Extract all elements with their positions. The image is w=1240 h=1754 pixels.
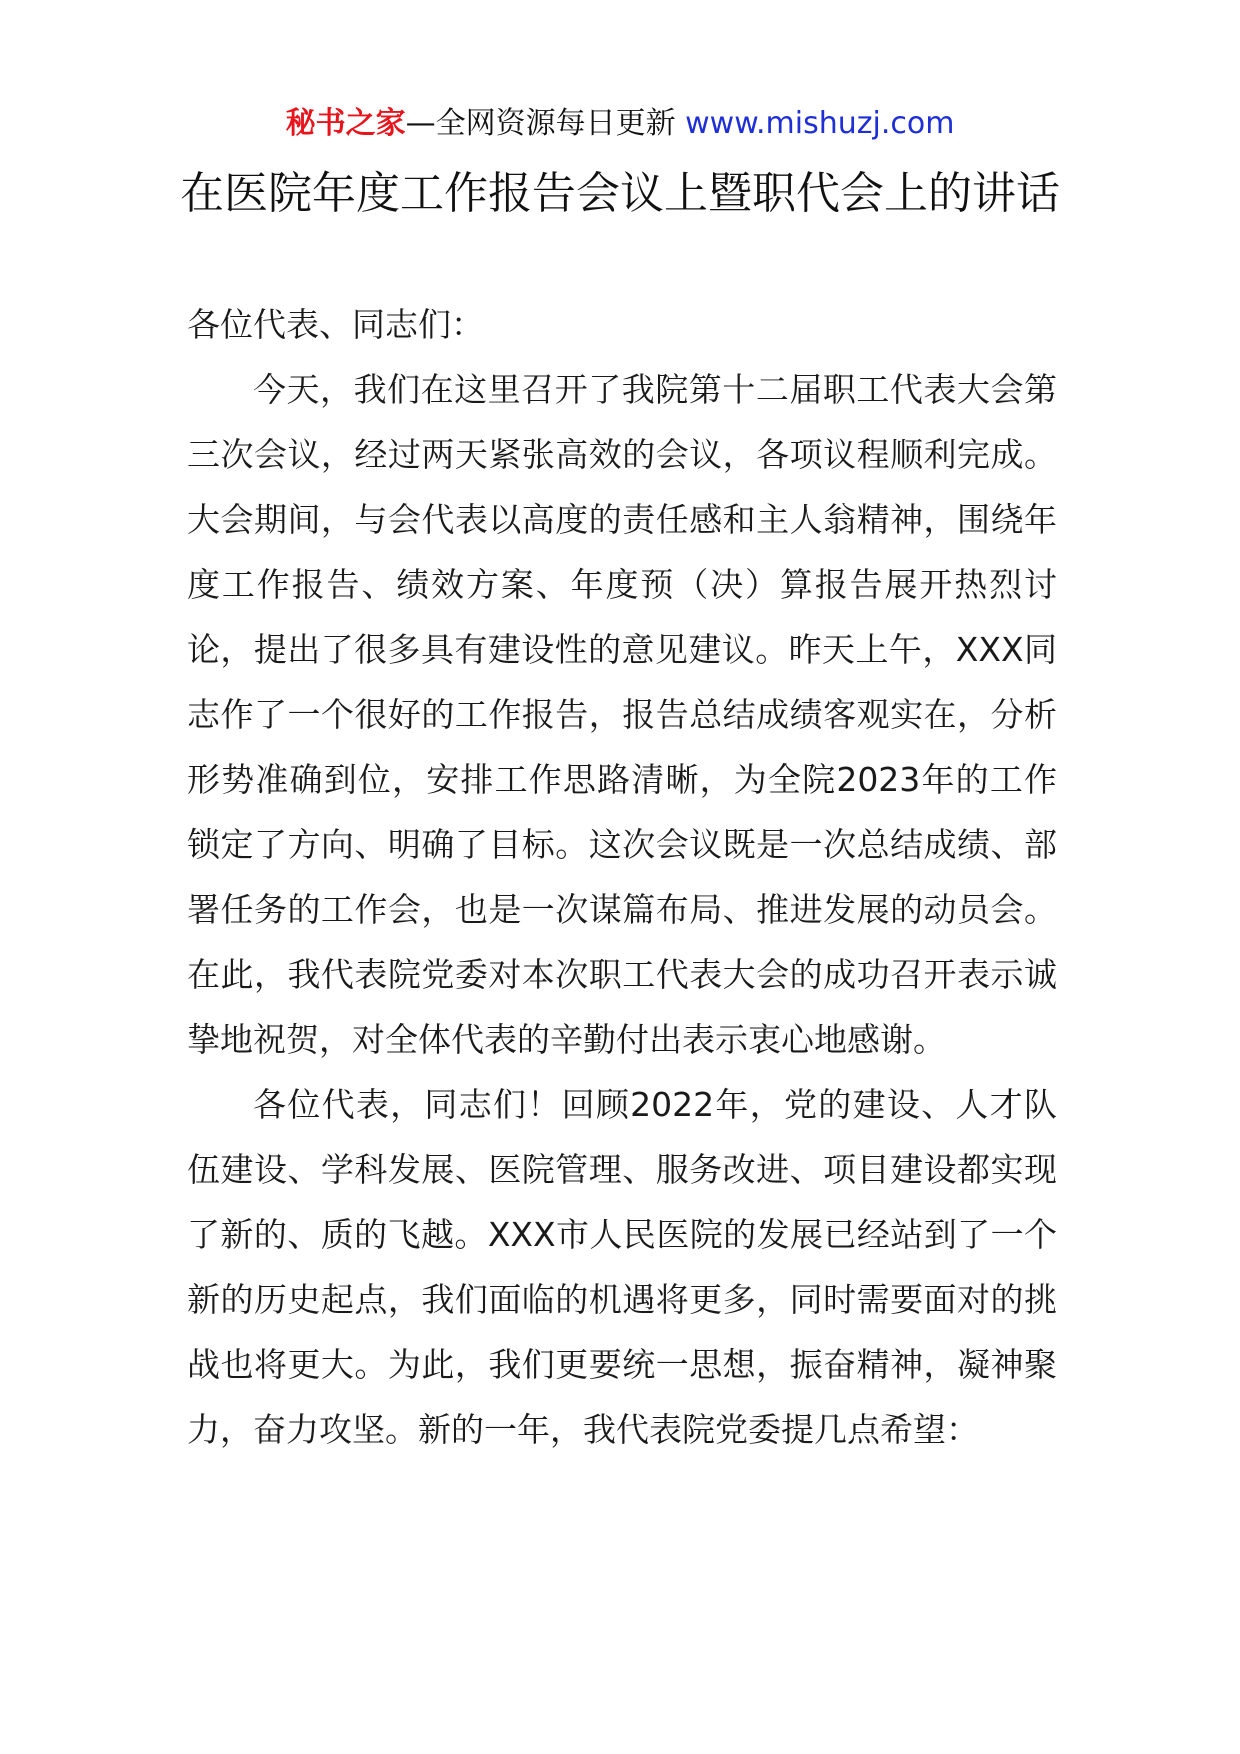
salutation: 各位代表、同志们： bbox=[187, 305, 484, 344]
header-tagline: —全网资源每日更新 bbox=[405, 106, 686, 141]
brand-name: 秘书之家 bbox=[285, 106, 406, 141]
watermark-header bbox=[0, 102, 1240, 146]
paragraph-opening: 今天，我们在这里召开了我院第十二届职工代表大会第三次会议，经过两天紧张高效的会议，各项议程顺利完成。大会期间，与会代表以高度的责任感和主人翁精神，围绕年度工作报告、绩效方案、年度预（决）算报告展开热烈讨论，提出了很多具有建设性的意见建议。昨天上午，XXX同志作了一个很好的工作报告，报告总结成绩客观实在，分析形势准确到位，安排工作思路清晰，为全院2023年的工作锁定了方向、明确了目标。这次会议既是一次总结成绩、部署任务的工作会，也是一次谋篇布局、推进发展的动员会。在此，我代表院党委对本次职工代表大会的成功召开表示诚挚地祝贺，对全体代表的辛勤付出表示衷心地感谢。 bbox=[187, 370, 1057, 1059]
document-title: 在医院年度工作报告会议上暨职代会上的讲话 bbox=[180, 168, 1060, 219]
document-body bbox=[187, 292, 1057, 1462]
website-link[interactable]: www.mishuzj.com bbox=[685, 106, 955, 141]
paragraph-review: 各位代表，同志们！回顾2022年，党的建设、人才队伍建设、学科发展、医院管理、服务改进、项目建设都实现了新的、质的飞越。XXX市人民医院的发展已经站到了一个新的历史起点，我们面临的机遇将更多，同时需要面对的挑战也将更大。为此，我们更要统一思想，振奋精神，凝神聚力，奋力攻坚。新的一年，我代表院党委提几点希望： bbox=[187, 1085, 1057, 1449]
